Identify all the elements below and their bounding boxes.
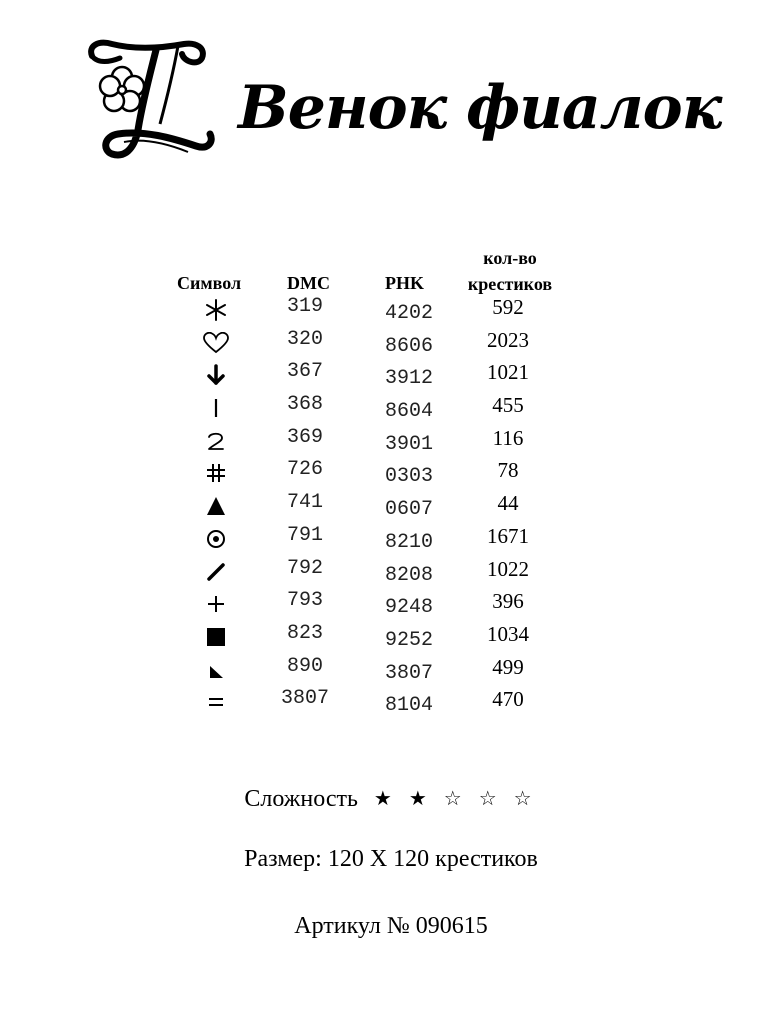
cross-count: 1022 — [487, 556, 529, 581]
phk-code: 3912 — [384, 367, 433, 391]
dmc-code: 368 — [286, 393, 323, 417]
cross-count: 78 — [497, 458, 519, 483]
cross-count: 1021 — [487, 360, 529, 385]
vertical-bar-icon — [201, 396, 231, 420]
dmc-code: 823 — [286, 621, 323, 645]
dmc-code: 319 — [286, 295, 323, 318]
circled-dot-icon — [201, 527, 231, 551]
table-row — [0, 488, 782, 521]
phk-code: 0303 — [384, 465, 433, 489]
table-row — [0, 423, 782, 456]
dmc-code: 367 — [286, 360, 323, 384]
phk-code: 3901 — [384, 432, 433, 456]
phk-code: 8604 — [384, 400, 433, 424]
header-count-line2: крестиков — [467, 274, 553, 294]
asterisk-icon — [201, 298, 231, 322]
dmc-code: 890 — [286, 654, 323, 678]
size-line: Размер: 120 X 120 крестиков — [244, 846, 538, 872]
cross-count: 2023 — [487, 327, 529, 352]
table-row — [0, 325, 782, 358]
phk-code: 9252 — [384, 628, 433, 652]
table-row — [0, 390, 782, 423]
cross-count: 1034 — [487, 621, 529, 646]
difficulty-line — [0, 786, 782, 813]
phk-code: 8208 — [384, 563, 433, 587]
cross-count: 396 — [492, 589, 524, 614]
header-count — [458, 245, 562, 297]
table-row — [0, 586, 782, 619]
filled-square-icon — [201, 625, 231, 649]
cross-count: 592 — [492, 295, 524, 319]
table-row — [0, 684, 782, 717]
dmc-code: 320 — [286, 327, 323, 351]
dmc-code: 741 — [286, 491, 323, 515]
table-row — [0, 357, 782, 390]
difficulty-label: Сложность — [244, 786, 358, 812]
cross-count: 470 — [492, 687, 524, 712]
header-symbol: Символ — [177, 273, 242, 293]
dmc-code: 792 — [286, 556, 323, 580]
heart-outline-icon — [201, 331, 231, 355]
phk-code: 4202 — [384, 302, 433, 325]
page-title: Венок фиалок — [238, 73, 722, 143]
table-row — [0, 521, 782, 554]
plus-icon — [201, 592, 231, 616]
table-row — [0, 292, 782, 325]
diagonal-slash-icon — [201, 560, 231, 584]
digit-two-icon — [201, 429, 231, 453]
phk-code: 0607 — [384, 498, 433, 522]
cross-count: 44 — [497, 491, 519, 516]
filled-triangle-icon — [201, 494, 231, 518]
corner-triangle-icon — [201, 658, 231, 682]
thread-table — [0, 292, 782, 717]
phk-code: 3807 — [384, 661, 433, 685]
calligraphic-letter-with-flower-icon — [84, 34, 219, 164]
dmc-code: 793 — [286, 589, 323, 613]
table-row — [0, 554, 782, 587]
cross-count: 1671 — [487, 523, 529, 548]
table-row — [0, 455, 782, 488]
cross-count: 499 — [492, 654, 524, 679]
hash-icon — [201, 461, 231, 485]
phk-code: 8104 — [384, 694, 433, 718]
arrow-down-icon — [201, 363, 231, 387]
phk-code: 9248 — [384, 596, 433, 620]
difficulty-stars: ★ ★ ☆ ☆ ☆ — [373, 788, 538, 810]
table-row — [0, 652, 782, 685]
article-line: Артикул № 090615 — [294, 913, 488, 939]
equals-icon — [201, 690, 231, 714]
dmc-code: 369 — [286, 425, 323, 449]
cross-count: 116 — [492, 425, 524, 450]
table-row — [0, 619, 782, 652]
phk-code: 8210 — [384, 530, 433, 554]
header-count-line1: кол-во — [483, 248, 537, 268]
cross-count: 455 — [492, 393, 524, 418]
dmc-code: 3807 — [280, 687, 329, 711]
dmc-code: 726 — [286, 458, 323, 482]
dmc-code: 791 — [286, 523, 323, 547]
header-phk: PHK — [385, 273, 424, 293]
phk-code: 8606 — [384, 334, 433, 358]
header-dmc: DMC — [287, 273, 330, 293]
